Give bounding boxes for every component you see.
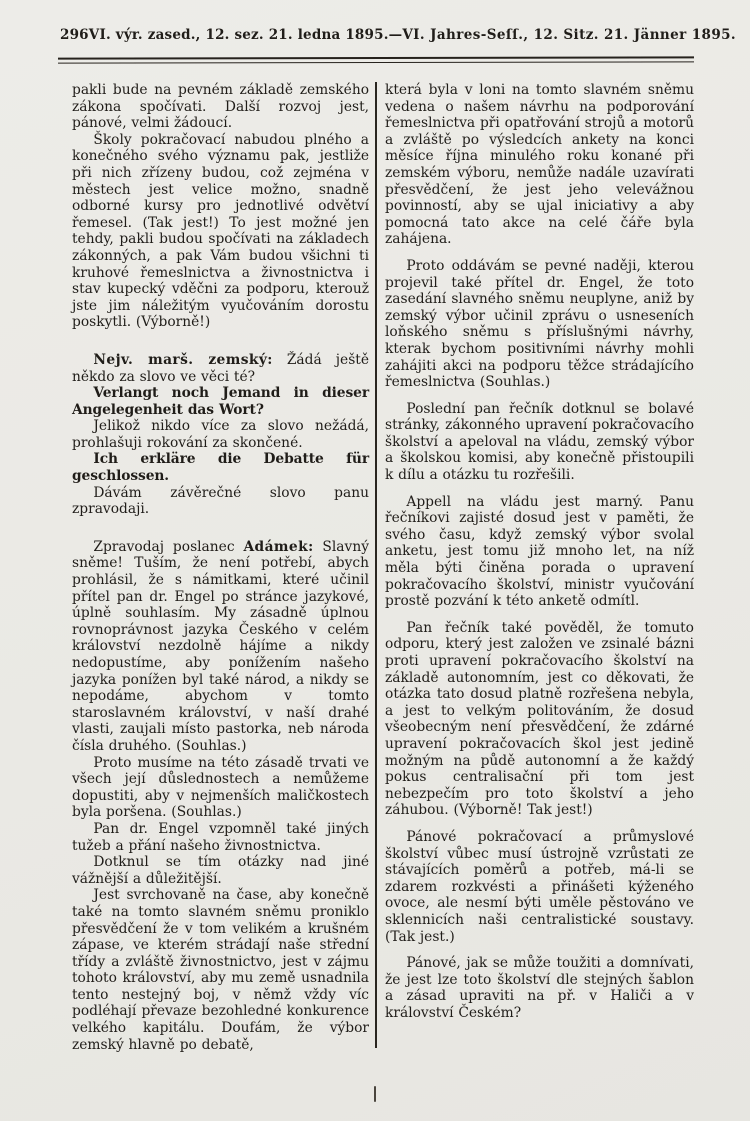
paragraph-text: Žádá ještě někdo za slovo ve věci té? — [72, 351, 370, 385]
running-header — [60, 27, 737, 43]
paragraph-text: Poslední pan řečník dotknul se bolavé stránky, zákonného upravení pokračovacího školství a apeloval na vládu, zemský výbor a školskou komisi, aby konečně přistoupili k dílu a otázku tu rozřešili. — [385, 400, 694, 484]
paragraph — [385, 258, 694, 391]
paragraph — [385, 494, 694, 610]
paragraph-text: Ich erkläre die Debatte für geschlossen. — [72, 451, 370, 485]
paragraph-text: Dávám závěrečné slovo panu zpravodaji. — [72, 484, 370, 518]
paragraph-text: Dotknul se tím otázky nad jiné vážnější a důležitější. — [72, 854, 370, 887]
paragraph-text: Proto musíme na této zásadě trvati ve všech její důslednostech a nemůžeme dopustiti, aby v nejmenších maličkostech byla poršena. (Souhlas.) — [72, 754, 370, 821]
speaker-role: Zpravodaj poslanec — [93, 538, 244, 555]
paragraph-german-fraktur — [72, 385, 369, 418]
paragraph — [72, 132, 369, 331]
paragraph — [385, 620, 694, 819]
paragraph — [72, 887, 369, 1053]
paragraph — [385, 82, 694, 248]
paragraph-text: Jelikož nikdo více za slovo nežádá, prohlašuji rokování za skončené. — [72, 418, 370, 451]
paragraph-german-fraktur — [72, 451, 369, 484]
paragraph — [72, 418, 369, 451]
speaker-name: Adámek: — [243, 538, 314, 555]
paragraph — [72, 485, 369, 518]
paragraph — [72, 352, 369, 385]
paragraph — [72, 854, 369, 887]
paragraph — [72, 755, 369, 821]
page-number: 296 — [60, 27, 89, 43]
paragraph — [385, 401, 694, 484]
paragraph-text: Školy pokračovací nabudou plného a konečného svého významu pak, jestliže při nich zřízeny budou, což zejména v městech jest velice možno, snadně odborné kursy pro jednotlivé odvětví řemesel. (Tak jest!) To jest možné jen tehdy, pakli budou spočívati na základech zákonných, a pak Vám budou všichni ti kruhové řemeslnictva a živnostnictva i stav kupecký vděčni za podporu, kterouž jste jim náležitým vyučováním dorostu poskytli. (Výborně!) — [72, 131, 370, 331]
paragraph-text: Pan dr. Engel vzpomněl také jiných tužeb a přání našeho živnostnictva. — [72, 820, 370, 854]
ink-mark — [374, 1086, 376, 1102]
paragraph — [72, 821, 369, 854]
paragraph-text: Pan řečník také pověděl, že tomuto odporu, který jest založen ve zsinalé bázni proti upravení pokračovacího školství na základě autonomním, jest co děkovati, že otázka tato dosud platně rozřešena nebyla, a jest to velkým politováním, že dosud všeobecným není přesvědčení, že zdárné upravení pokračovacích škol jest jedině možným na půdě autonomní a že každý pokus centralisační při tom jest nebezpečím pro toto školství a jeho záhubou. (Výborně! Tak jest!) — [385, 619, 694, 819]
paragraph-text: Appell na vládu jest marný. Panu řečníkovi zajisté dosud jest v paměti, že svého času, když zemský výbor svolal anketu, jest tomu již mnoho let, na níž měla býti činěna porada o upravení pokračovacího školství, ministr vyučování prostě pozvání k této anketě odmítl. — [385, 493, 694, 610]
paragraph-text: Jest svrchovaně na čase, aby konečně také na tomto slavném sněmu proniklo přesvědčení že v tom velikém a krušném zápase, ve kterém strádají naše střední třídy a zvláště živnostnictvo, jest v zájmu tohoto království, aby mu země usnadnila tento nestejný boj, v němž vždy víc podléhají převaze bezohledné konkurence velkého kapitálu. Doufám, že výbor zemský hlavně po debatě, — [72, 887, 370, 1053]
paragraph-text: pakli bude na pevném základě zemského zákona spočívati. Další rozvoj jest, pánové, velmi žádoucí. — [72, 82, 370, 132]
text-columns — [72, 82, 694, 1053]
header-double-rule — [58, 56, 694, 63]
paragraph — [385, 955, 694, 1021]
paragraph-text: Proto oddávám se pevné naději, kterou projevil také přítel dr. Engel, že toto zasedání slavného sněmu neuplyne, aniž by zemský výbor učinil zprávu o usneseních loňského sněmu s příslušnými návrhy, kterak bychom positivními návrhy mohli zahájiti akci na podporu těžce strádajícího řemeslnictva (Souhlas.) — [385, 257, 694, 391]
paragraph-text: Verlangt noch Jemand in dieser Angelegenheit das Wort? — [72, 385, 370, 418]
paragraph-text: Pánové pokračovací a průmyslové školství vůbec musí ústrojně vzrůstati ze stávajících poměrů a potřeb, má-li se zdarem rozkvésti a přinášeti kýženého ovoce, ale nesmí býti uměle pěstováno ve sklennicích naši centralistické soustavy. (Tak jest.) — [385, 828, 694, 945]
header-separator: — — [388, 27, 403, 43]
paragraph — [72, 539, 369, 755]
column-divider-rule — [375, 82, 377, 1048]
right-column — [385, 82, 694, 1021]
paragraph-text: Pánové, jak se může toužiti a domnívati, že jest lze toto školství dle stejných šablon a zásad upraviti na př. v Haliči a v království Českém? — [385, 955, 694, 1021]
speaker-name: Nejv. marš. zemský: — [93, 351, 273, 368]
paragraph-text: Slavný sněme! Tuším, že není potřebí, abych prohlásil, že s námitkami, které učinil přítel pan dr. Engel po stránce jazykové, úplně souhlasím. My zásadně úplnou rovnoprávnost jazyka Českého v celém království nezdolně hájíme a nikdy nedopustíme, aby ponížením našeho jazyka ponížen byl také národ, a nikdy se nepodáme, abychom v tomto staroslavném království, v naší drahé vlasti, zaujali místo pastorka, neb národa čísla druhého. (Souhlas.) — [72, 538, 370, 754]
header-german-session: VI. Jahres-Seſſ., 12. Sitz. 21. Jänner 1895. — [402, 27, 737, 43]
header-czech-session: VI. výr. zased., 12. sez. 21. ledna 1895. — [88, 27, 389, 43]
paragraph — [385, 829, 694, 945]
left-column — [72, 82, 369, 1053]
paragraph — [72, 82, 369, 132]
paragraph-text: která byla v loni na tomto slavném sněmu vedena o našem návrhu na podporování řemeslnictva při opatřování strojů a motorů a zvláště po výsledcích ankety na konci měsíce října minulého roku konané při zemském výboru, nemůže nadále uzavírati přesvědčení, že jest jeho velevážnou povinností, aby se ujal iniciativy a aby pomocná tato akce na celé čáře byla zahájena. — [385, 82, 694, 248]
